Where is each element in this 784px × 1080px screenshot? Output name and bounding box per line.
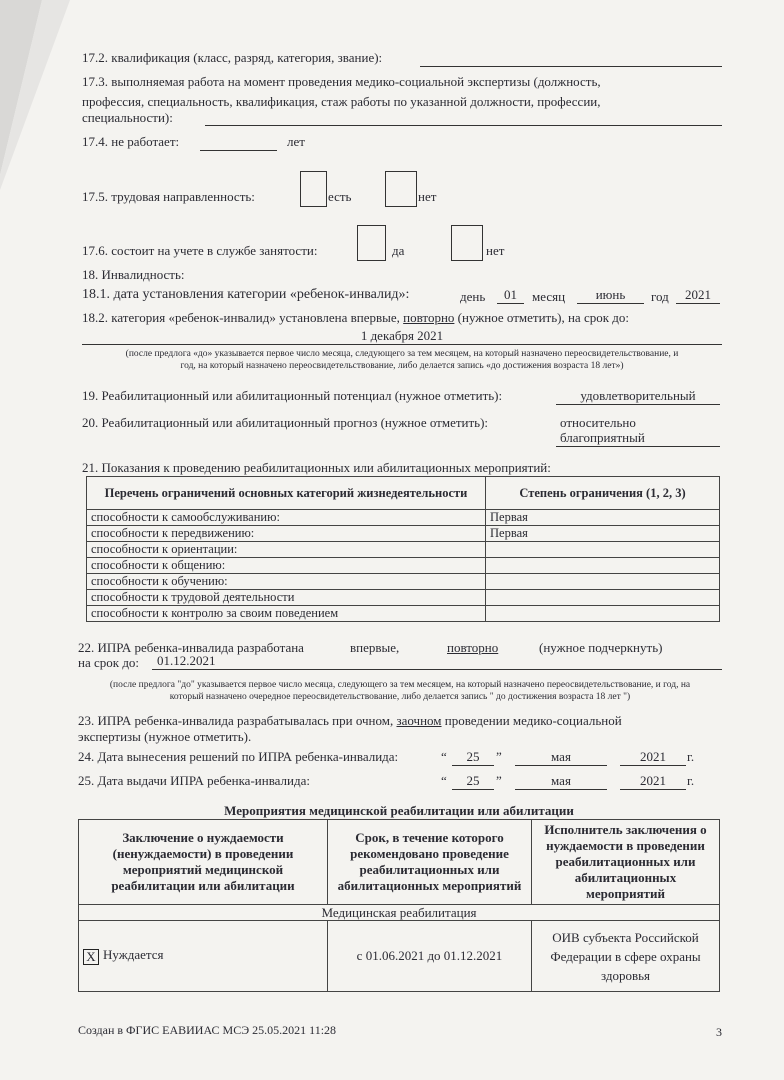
- s23-line2: экспертизы (нужное отметить).: [78, 729, 252, 744]
- limitation-name: способности к самообслуживанию:: [87, 510, 486, 526]
- s22-note: [78, 679, 722, 703]
- s25-quote-close: ”: [496, 773, 502, 788]
- s18-1-year: 2021: [676, 287, 720, 304]
- s18-2-repeat-underlined: повторно: [403, 310, 455, 325]
- s17-6-yes-label: да: [392, 243, 405, 258]
- s22-option-repeat: повторно: [447, 640, 499, 655]
- s18-2-label-b: (нужное отметить), на срок до:: [454, 310, 630, 325]
- limitations-header-degree: Степень ограничения (1, 2, 3): [486, 477, 720, 510]
- s22-hint: (нужное подчеркнуть): [539, 640, 663, 655]
- med-executor-cell: ОИВ субъекта Российской Федерации в сфере охраны здоровья: [532, 921, 720, 992]
- s17-5-no-checkbox[interactable]: [385, 171, 417, 207]
- s25-month: мая: [515, 773, 607, 790]
- s17-5-no-label: нет: [418, 189, 437, 204]
- med-header-need: Заключение о нуждаемости (ненуждаемости) в проведении мероприятий медицинской реабилитации или абилитации: [79, 820, 328, 905]
- s18-2-term-value: 1 декабря 2021: [82, 328, 722, 345]
- s22-note-line1: (после предлога "до" указывается первое число месяца, следующего за тем месяцем, на который назначено переосвидетельствование, и год, на: [109, 680, 691, 690]
- limitation-name: способности к общению:: [87, 558, 486, 574]
- table-row: [87, 526, 720, 542]
- limitation-degree: Первая: [486, 510, 720, 526]
- limitation-degree: [486, 558, 720, 574]
- s19-label: 19. Реабилитационный или абилитационный потенциал (нужное отметить):: [82, 388, 503, 403]
- s22-term-value: 01.12.2021: [152, 653, 722, 670]
- s17-2-label: 17.2. квалификация (класс, разряд, категория, звание):: [82, 50, 383, 65]
- table-row: [87, 574, 720, 590]
- s18-2-label-a: 18.2. категория «ребенок-инвалид» установлена впервые,: [82, 310, 404, 325]
- s18-1-year-label: год: [651, 289, 669, 304]
- s25-suffix: г.: [687, 773, 695, 788]
- s24-label: 24. Дата вынесения решений по ИПРА ребенка-инвалида:: [78, 749, 399, 764]
- limitations-table: [86, 476, 720, 622]
- s18-2-note-line1: (после предлога «до» указывается первое число месяца, следующего за тем месяцем, на который назначено переосвидетельствование, и: [125, 349, 679, 359]
- s18-1-month: июнь: [577, 287, 644, 304]
- s22-term-label: на срок до:: [78, 655, 140, 670]
- table-row: [87, 542, 720, 558]
- med-header-term: Срок, в течение которого рекомендовано проведение реабилитационных или абилитационных мероприятий: [328, 820, 532, 905]
- limitation-degree: Первая: [486, 526, 720, 542]
- s22-option-first: впервые,: [350, 640, 400, 655]
- med-need-cell: [79, 921, 328, 992]
- s18-label: 18. Инвалидность:: [82, 267, 185, 282]
- s18-1-day: 01: [497, 287, 524, 304]
- s18-2-label: [82, 310, 629, 326]
- s22-note-line2: который назначено очередное переосвидетельствование, либо делается запись " до достижения возраста 18 лет "): [169, 692, 631, 702]
- s17-4-unit: лет: [287, 134, 305, 149]
- limitation-name: способности к передвижению:: [87, 526, 486, 542]
- s18-2-note: [92, 348, 712, 372]
- s17-3-line2: профессия, специальность, квалификация, стаж работы по указанной должности, профессии,: [82, 94, 601, 109]
- limitation-degree: [486, 590, 720, 606]
- table-row: [87, 606, 720, 622]
- s17-4-line: [200, 150, 277, 151]
- s17-5-label: 17.5. трудовая направленность:: [82, 189, 255, 204]
- s24-suffix: г.: [687, 749, 695, 764]
- s19-value: удовлетворительный: [556, 388, 720, 405]
- need-label: Нуждается: [103, 947, 164, 963]
- s25-year: 2021: [620, 773, 686, 790]
- s18-1-day-label: день: [460, 289, 486, 304]
- s23-line1-a: 23. ИПРА ребенка-инвалида разрабатывалась при очном,: [78, 713, 397, 728]
- s21-label: 21. Показания к проведению реабилитационных или абилитационных мероприятий:: [82, 460, 551, 475]
- s17-6-no-label: нет: [486, 243, 505, 258]
- limitation-degree: [486, 542, 720, 558]
- page-number: 3: [716, 1025, 722, 1039]
- s24-quote-open: “: [441, 749, 447, 764]
- s17-6-yes-checkbox[interactable]: [357, 225, 386, 261]
- s17-6-label: 17.6. состоит на учете в службе занятости:: [82, 243, 318, 258]
- med-table-title: Мероприятия медицинской реабилитации или абилитации: [224, 803, 574, 818]
- limitations-header-categories: Перечень ограничений основных категорий жизнедеятельности: [87, 477, 486, 510]
- limitation-name: способности к контролю за своим поведением: [87, 606, 486, 622]
- s18-2-note-line2: год, на который назначено переосвидетельствование, либо делается запись «до достижения возраста 18 лет»): [180, 361, 624, 371]
- s17-5-yes-checkbox[interactable]: [300, 171, 327, 207]
- table-row: [87, 510, 720, 526]
- s24-year: 2021: [620, 749, 686, 766]
- s17-6-no-checkbox[interactable]: [451, 225, 483, 261]
- table-row: [87, 558, 720, 574]
- need-checkbox[interactable]: X: [83, 949, 99, 965]
- med-section-label: Медицинская реабилитация: [79, 905, 720, 921]
- s23-line1-b: проведении медико-социальной: [441, 713, 622, 728]
- s17-3-line1: 17.3. выполняемая работа на момент проведения медико-социальной экспертизы (должность,: [82, 74, 601, 89]
- limitation-degree: [486, 574, 720, 590]
- s24-quote-close: ”: [496, 749, 502, 764]
- limitation-degree: [486, 606, 720, 622]
- med-header-executor: Исполнитель заключения о нуждаемости в проведении реабилитационных или абилитационных мероприятий: [532, 820, 720, 905]
- s25-label: 25. Дата выдачи ИПРА ребенка-инвалида:: [78, 773, 310, 788]
- med-rehab-table: [78, 819, 720, 992]
- footer-created: Создан в ФГИС ЕАВИИАС МСЭ 25.05.2021 11:28: [78, 1023, 337, 1037]
- s20-label: 20. Реабилитационный или абилитационный прогноз (нужное отметить):: [82, 415, 489, 430]
- limitation-name: способности к обучению:: [87, 574, 486, 590]
- med-header-row: [79, 820, 720, 905]
- s23-line1: [78, 713, 622, 729]
- limitation-name: способности к трудовой деятельности: [87, 590, 486, 606]
- med-section-row: [79, 905, 720, 921]
- limitation-name: способности к ориентации:: [87, 542, 486, 558]
- s17-4-label: 17.4. не работает:: [82, 134, 180, 149]
- s20-value-line2: благоприятный: [556, 430, 720, 447]
- s24-day: 25: [452, 749, 494, 766]
- limitations-header-row: [87, 477, 720, 510]
- table-row: [79, 921, 720, 992]
- s18-1-month-label: месяц: [532, 289, 566, 304]
- s25-quote-open: “: [441, 773, 447, 788]
- s17-2-line: [420, 66, 722, 67]
- s20-value-line1: относительно: [560, 415, 636, 430]
- med-term-cell: с 01.06.2021 до 01.12.2021: [328, 921, 532, 992]
- table-row: [87, 590, 720, 606]
- s24-month: мая: [515, 749, 607, 766]
- s18-1-label: 18.1. дата установления категории «ребенок-инвалид»:: [82, 287, 410, 302]
- s23-zaochnom-underlined: заочном: [396, 713, 442, 728]
- s22-label: 22. ИПРА ребенка-инвалида разработана: [78, 640, 304, 655]
- s17-5-yes-label: есть: [328, 189, 352, 204]
- s25-day: 25: [452, 773, 494, 790]
- s17-3-line3: специальности):: [82, 110, 173, 125]
- s17-3-line: [205, 125, 722, 126]
